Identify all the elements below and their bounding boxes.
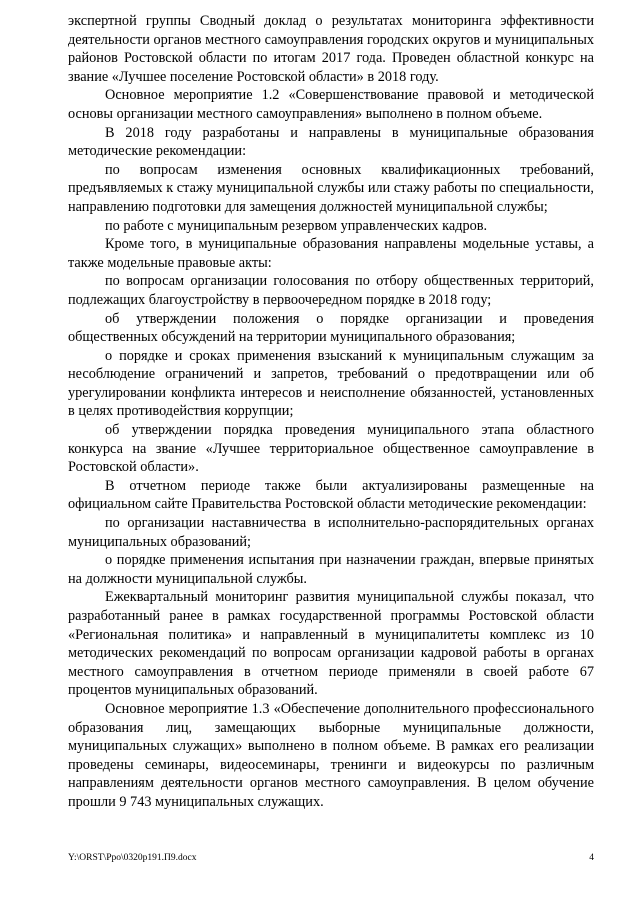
document-body xyxy=(68,12,594,812)
paragraph: Кроме того, в муниципальные образования направлены модельные уставы, а также модельные правовые акты: xyxy=(68,236,594,271)
paragraph: Основное мероприятие 1.3 «Обеспечение дополнительного профессионального образования лиц, замещающих выборные муниципальные должности, муниципальных служащих» выполнено в полном объеме. В рамках его реализации проведены семинары, видеосеминары, тренинги и видеокурсы по различным направлениям деятельности органов местного самоуправления. В целом обучение прошли 9 743 муниципальных служащих. xyxy=(68,700,594,810)
paragraph: об утверждении порядка проведения муниципального этапа областного конкурса на звание «Лучшее территориальное общественное самоуправление в Ростовской области». xyxy=(68,422,594,476)
paragraph: по вопросам организации голосования по отбору общественных территорий, подлежащих благоустройству в первоочередном порядке в 2018 году; xyxy=(68,273,594,308)
footer-file-path: Y:\ORST\Ppo\0320p191.П9.docx xyxy=(68,853,197,863)
paragraph: о порядке и сроках применения взысканий к муниципальным служащим за несоблюдение ограничений и запретов, требований о предотвращении или об урегулировании конфликта интересов и неисполнение обязанностей, установленных в целях противодействия коррупции; xyxy=(68,347,594,420)
paragraph: Основное мероприятие 1.2 «Совершенствование правовой и методической основы организации местного самоуправления» выполнено в полном объеме. xyxy=(68,87,594,122)
page-number: 4 xyxy=(589,853,594,863)
paragraph: экспертной группы Сводный доклад о результатах мониторинга эффективности деятельности органов местного самоуправления городских округов и муниципальных районов Ростовской области по итогам 2017 года. Проведен областной конкурс на звание «Лучшее поселение Ростовской области» в 2018 году. xyxy=(68,13,594,85)
paragraph: по организации наставничества в исполнительно-распорядительных органах муниципальных образований; xyxy=(68,515,594,550)
paragraph: о порядке применения испытания при назначении граждан, впервые принятых на должности муниципальной службы. xyxy=(68,552,594,587)
paragraph: Ежеквартальный мониторинг развития муниципальной службы показал, что разработанный ранее в рамках государственной программы Ростовской области «Региональная политика» и направленный в муниципалитеты комплекс из 10 методических рекомендаций по вопросам организации кадровой работы в органах местного самоуправления в отчетном периоде применяли в своей работе 67 процентов муниципальных образований. xyxy=(68,589,594,699)
paragraph: по вопросам изменения основных квалификационных требований, предъявляемых к стажу муниципальной службы или стажу работы по специальности, направлению подготовки для замещения должностей муниципальной службы; xyxy=(68,161,594,215)
paragraph: по работе с муниципальным резервом управленческих кадров. xyxy=(105,217,488,234)
paragraph: об утверждении положения о порядке организации и проведения общественных обсуждений на территории муниципального образования; xyxy=(68,310,594,346)
paragraph: В отчетном периоде также были актуализированы размещенные на официальном сайте Правительства Ростовской области методические рекомендации: xyxy=(68,477,594,513)
paragraph: В 2018 году разработаны и направлены в муниципальные образования методические рекомендации: xyxy=(68,124,594,160)
